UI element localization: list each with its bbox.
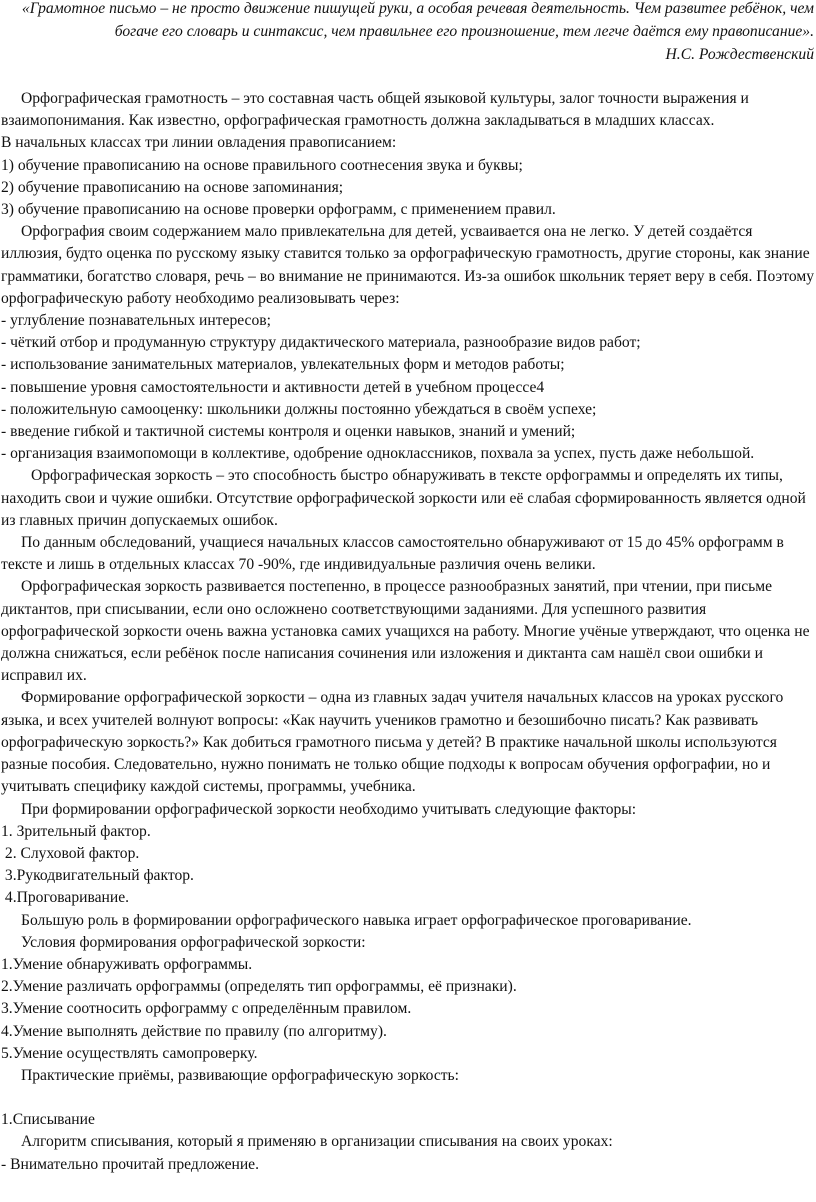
paragraph: Орфографическая грамотность – это составная часть общей языковой культуры, залог точности выражения и взаимопонимания. Как известно, орфографическая грамотность должна закладываться в младших классах. (1, 90, 749, 130)
list-item: 2.Умение различать орфограммы (определять тип орфограммы, её признаки). (1, 978, 517, 996)
paragraph: Условия формирования орфографической зоркости: (21, 933, 366, 951)
document-body (0, 88, 816, 1176)
paragraph: Практические приёмы, развивающие орфографическую зоркость: (21, 1066, 460, 1084)
list-item: 5.Умение осуществлять самопроверку. (1, 1044, 258, 1062)
paragraph: По данным обследований, учащиеся начальных классов самостоятельно обнаруживают от 15 до 45% орфограмм в тексте и лишь в отдельных классах 70 -90%, где индивидуальные различия очень велики. (1, 534, 784, 574)
list-item: 1. Зрительный фактор. (1, 822, 151, 840)
list-item: - повышение уровня самостоятельности и активности детей в учебном процессе4 (1, 378, 545, 396)
paragraph: Формирование орфографической зоркости – одна из главных задач учителя начальных классов на уроках русского языка, и всех учителей волнуют вопросы: «Как научить учеников грамотно и безошибочно писать? Как развивать орфографическую зоркость?» Как добиться грамотного письма у детей? В практике начальной школы используются разные пособия. Следовательно, нужно понимать не только общие подходы к вопросам обучения орфографии, но и учитывать специфику каждой системы, программы, учебника. (1, 689, 784, 796)
list-item: 4.Проговаривание. (1, 889, 130, 907)
paragraph: Орфографическая зоркость развивается постепенно, в процессе разнообразных занятий, при чтении, при письме диктантов, при списывании, если оно осложнено соответствующими заданиями. Для успешного развития орфографической зоркости очень важна установка самих учащихся на работу. Многие учёные утверждают, что оценка не должна снижаться, если ребёнок после написания сочинения или изложения и диктанта сам нашёл свои ошибки и исправил их. (1, 578, 810, 685)
paragraph: Орфографическая зоркость – это способность быстро обнаруживать в тексте орфограммы и определять их типы, находить свои и чужие ошибки. Отсутствие орфографической зоркости или её слабая сформированность является одной из главных причин допускаемых ошибок. (1, 467, 806, 529)
epigraph-author: Н.С. Рождественский (665, 46, 814, 63)
list-item: 1.Умение обнаруживать орфограммы. (1, 955, 253, 973)
list-item: - чёткий отбор и продуманную структуру дидактического материала, разнообразие видов работ; (1, 334, 641, 352)
paragraph: Алгоритм списывания, который я применяю в организации списывания на своих уроках: (21, 1133, 613, 1151)
list-item: 3.Умение соотносить орфограмму с определённым правилом. (1, 1000, 412, 1018)
epigraph-quote: «Грамотное письмо – не просто движение пишущей руки, а особая речевая деятельность. Чем развитее ребёнок, чем богаче его словарь и синтаксис, чем правильнее его произношение, тем легче даётся ему правописание». (21, 0, 814, 40)
list-item: - углубление познавательных интересов; (1, 312, 271, 330)
paragraph: Орфография своим содержанием мало привлекательна для детей, усваивается она не легко. У детей создаётся иллюзия, будто оценка по русскому языку ставится только за орфографическую грамотность, другие стороны, как знание грамматики, богатство словаря, речь – во внимание не принимаются. Из-за ошибок школьник теряет веру в себя. Поэтому орфографическую работу необходимо реализовывать через: (1, 223, 814, 307)
list-item: - организация взаимопомощи в коллективе, одобрение одноклассников, похвала за успех, пусть даже небольшой. (1, 445, 755, 463)
list-item: 3) обучение правописанию на основе проверки орфограмм, с применением правил. (1, 201, 556, 219)
list-item: 2) обучение правописанию на основе запоминания; (1, 178, 344, 196)
list-item: 2. Слуховой фактор. (1, 844, 140, 862)
paragraph: В начальных классах три линии овладения правописанием: (1, 134, 397, 152)
paragraph: При формировании орфографической зоркости необходимо учитывать следующие факторы: (21, 800, 637, 818)
list-item: - введение гибкой и тактичной системы контроля и оценки навыков, знаний и умений; (1, 423, 576, 441)
list-item: - положительную самооценку: школьники должны постоянно убеждаться в своём успехе; (1, 400, 597, 418)
paragraph: Большую роль в формировании орфографического навыка играет орфографическое проговаривание. (21, 911, 692, 929)
list-item: - Внимательно прочитай предложение. (1, 1155, 260, 1173)
section-heading: 1.Списывание (1, 1111, 95, 1129)
list-item: 1) обучение правописанию на основе правильного соотнесения звука и буквы; (1, 156, 523, 174)
list-item: - использование занимательных материалов, увлекательных форм и методов работы; (1, 356, 565, 374)
list-item: 4.Умение выполнять действие по правилу (по алгоритму). (1, 1022, 387, 1040)
list-item: 3.Рукодвигательный фактор. (1, 867, 194, 885)
epigraph (0, 0, 816, 66)
blank-line (1, 1087, 814, 1109)
